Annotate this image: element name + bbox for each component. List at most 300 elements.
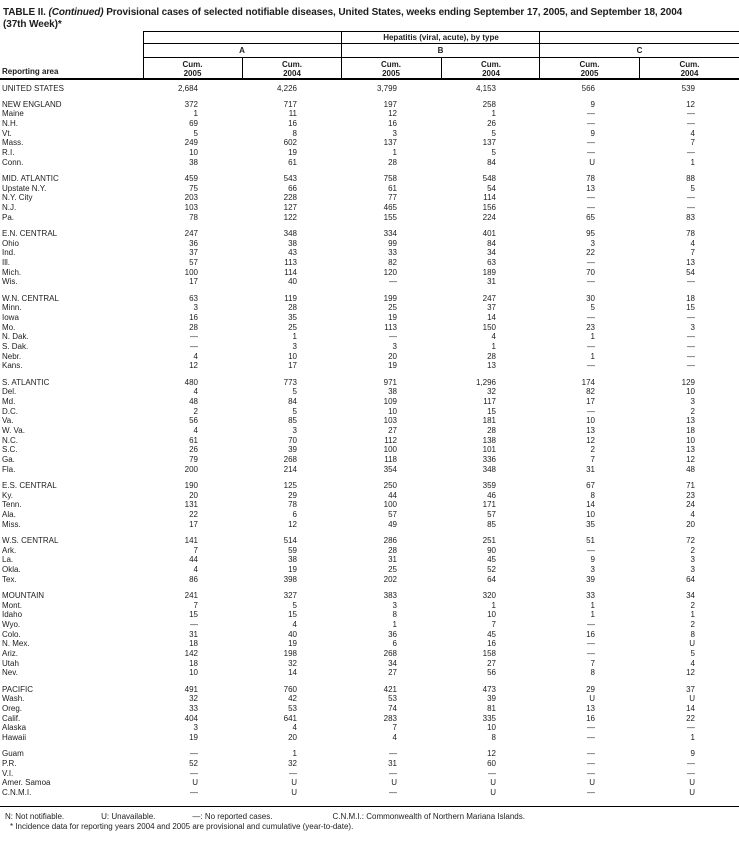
value-cell: 127 xyxy=(283,203,297,213)
value-cell: 84 xyxy=(288,396,297,406)
value-cell: 327 xyxy=(283,590,297,600)
value-cell: 3 xyxy=(392,600,397,610)
value-cell: 78 xyxy=(288,500,297,510)
value-cell: 5 xyxy=(292,600,297,610)
value-cell: 23 xyxy=(686,490,695,500)
reporting-area-cell: La. xyxy=(2,555,14,565)
value-cell: 2 xyxy=(690,406,695,416)
value-cell: 37 xyxy=(686,684,695,694)
value-cell: 12 xyxy=(388,109,397,119)
value-cell: 36 xyxy=(189,238,198,248)
value-cell: 33 xyxy=(388,248,397,258)
table-row xyxy=(0,416,739,426)
value-cell: 64 xyxy=(686,574,695,584)
value-cell: 203 xyxy=(184,193,198,203)
value-cell: 174 xyxy=(581,377,595,387)
value-cell: 398 xyxy=(283,574,297,584)
value-cell: 1 xyxy=(392,619,397,629)
header-divider-left xyxy=(143,31,144,78)
value-cell: 13 xyxy=(686,445,695,455)
value-cell: 7 xyxy=(193,600,198,610)
reporting-area-cell: Colo. xyxy=(2,629,21,639)
value-cell: 10 xyxy=(288,351,297,361)
value-cell: 12 xyxy=(586,435,595,445)
value-cell: U xyxy=(291,787,297,797)
value-cell: 13 xyxy=(586,703,595,713)
value-cell: 514 xyxy=(283,535,297,545)
table-row xyxy=(0,445,739,455)
value-cell: 16 xyxy=(288,119,297,129)
table-row xyxy=(0,714,739,724)
value-cell: 32 xyxy=(288,758,297,768)
value-cell: 17 xyxy=(288,361,297,371)
value-cell: 6 xyxy=(392,639,397,649)
reporting-area-cell: PACIFIC xyxy=(2,684,33,694)
value-cell: 99 xyxy=(388,238,397,248)
value-cell: 4 xyxy=(292,723,297,733)
value-cell: — xyxy=(587,138,595,148)
value-cell: — xyxy=(190,768,198,778)
value-cell: 200 xyxy=(184,464,198,474)
value-cell: 17 xyxy=(586,396,595,406)
value-cell: 28 xyxy=(189,322,198,332)
table-row xyxy=(0,436,739,446)
value-cell: 5 xyxy=(292,406,297,416)
value-cell: 4 xyxy=(690,510,695,519)
value-cell: — xyxy=(587,639,595,649)
table-row xyxy=(0,788,739,798)
value-cell: 1 xyxy=(193,109,198,119)
value-cell: 83 xyxy=(686,212,695,222)
value-cell: 10 xyxy=(487,610,496,620)
value-cell: 29 xyxy=(288,490,297,500)
table-title xyxy=(3,7,736,30)
reporting-area-cell: Ohio xyxy=(2,238,19,248)
value-cell: 214 xyxy=(283,464,297,474)
table-row xyxy=(0,100,739,110)
value-cell: 150 xyxy=(482,322,496,332)
value-cell: 543 xyxy=(283,174,297,183)
reporting-area-cell: W. Va. xyxy=(2,426,25,435)
value-cell: 181 xyxy=(482,416,496,426)
reporting-area-cell: N.J. xyxy=(2,203,17,213)
value-cell: 22 xyxy=(189,510,198,519)
reporting-area-cell: D.C. xyxy=(2,406,18,416)
value-cell: 27 xyxy=(487,658,496,668)
value-cell: 18 xyxy=(686,426,695,435)
table-row xyxy=(0,704,739,714)
reporting-area-cell: Mo. xyxy=(2,322,16,332)
value-cell: 78 xyxy=(189,212,198,222)
legend-no-reported-cases: —: No reported cases. xyxy=(192,811,273,821)
table-row xyxy=(0,694,739,704)
value-cell: 249 xyxy=(184,138,198,148)
value-cell: 3 xyxy=(392,128,397,138)
value-cell: 8 xyxy=(690,629,695,639)
table-row xyxy=(0,258,739,268)
value-cell: 31 xyxy=(586,464,595,474)
table-row xyxy=(0,601,739,611)
value-cell: 112 xyxy=(384,435,397,445)
reporting-area-cell: Kans. xyxy=(2,361,23,371)
table-title-line2: (37th Week)* xyxy=(3,18,62,30)
value-cell: 155 xyxy=(383,212,397,222)
footnote-incidence: * Incidence data for reporting years 2004 and 2005 are provisional and cumulative (year-to-date). xyxy=(10,821,354,831)
table-row xyxy=(0,239,739,249)
reporting-area-cell: Pa. xyxy=(2,212,15,222)
value-cell: — xyxy=(687,312,695,322)
value-cell: 100 xyxy=(184,267,198,277)
value-cell: 48 xyxy=(686,464,695,474)
value-cell: 84 xyxy=(487,157,496,167)
value-cell: — xyxy=(587,312,595,322)
value-cell: 79 xyxy=(189,455,198,465)
value-cell: 473 xyxy=(482,684,496,694)
value-cell: 24 xyxy=(686,500,695,510)
value-cell: 9 xyxy=(590,99,595,109)
value-cell: 2 xyxy=(690,600,695,610)
value-cell: 15 xyxy=(487,406,496,416)
value-cell: 43 xyxy=(288,248,297,258)
reporting-area-cell: Iowa xyxy=(2,312,19,322)
table-row xyxy=(0,148,739,158)
value-cell: 86 xyxy=(189,574,198,584)
value-cell: 491 xyxy=(184,684,198,694)
value-cell: 8 xyxy=(491,732,496,742)
value-cell: — xyxy=(687,361,695,371)
value-cell: 16 xyxy=(487,639,496,649)
value-cell: 100 xyxy=(383,445,397,455)
value-cell: — xyxy=(687,193,695,203)
value-cell: 26 xyxy=(487,119,496,129)
value-cell: 16 xyxy=(586,713,595,723)
value-cell: — xyxy=(587,119,595,129)
reporting-area-cell: Wis. xyxy=(2,277,18,287)
value-cell: 2 xyxy=(690,619,695,629)
table-row xyxy=(0,649,739,659)
value-cell: 4 xyxy=(690,658,695,668)
group-header-c: C xyxy=(540,44,739,58)
value-cell: 4 xyxy=(392,732,397,742)
table-row xyxy=(0,426,739,436)
value-cell: U xyxy=(589,778,595,788)
value-cell: 114 xyxy=(284,267,297,277)
table-row xyxy=(0,481,739,491)
value-cell: 138 xyxy=(482,435,496,445)
value-cell: 465 xyxy=(383,203,397,213)
value-cell: 7 xyxy=(590,455,595,465)
value-cell: — xyxy=(587,648,595,658)
value-cell: 758 xyxy=(383,174,397,183)
value-cell: U xyxy=(490,778,496,788)
group-header-a: A xyxy=(143,44,341,58)
table-row xyxy=(0,268,739,278)
value-cell: 1 xyxy=(491,342,496,351)
value-cell: 7 xyxy=(193,545,198,555)
value-cell: 65 xyxy=(586,212,595,222)
value-cell: 66 xyxy=(288,183,297,193)
reporting-area-cell: Mass. xyxy=(2,138,24,148)
table-row xyxy=(0,407,739,417)
table-row xyxy=(0,294,739,304)
value-cell: 26 xyxy=(189,445,198,455)
value-cell: 48 xyxy=(189,396,198,406)
value-cell: 25 xyxy=(388,303,397,313)
reporting-area-cell: UNITED STATES xyxy=(2,83,64,93)
value-cell: 34 xyxy=(686,590,695,600)
value-cell: 158 xyxy=(482,648,496,658)
value-cell: 84 xyxy=(487,238,496,248)
value-cell: 12 xyxy=(288,519,297,529)
value-cell: 25 xyxy=(288,322,297,332)
table-row xyxy=(0,455,739,465)
value-cell: 18 xyxy=(189,639,198,649)
value-cell: 10 xyxy=(686,435,695,445)
reporting-area-cell: P.R. xyxy=(2,758,17,768)
table-group xyxy=(0,378,739,475)
value-cell: — xyxy=(687,203,695,213)
value-cell: — xyxy=(587,109,595,119)
value-cell: 13 xyxy=(487,361,496,371)
value-cell: 125 xyxy=(283,480,297,490)
value-cell: 10 xyxy=(586,510,595,519)
table-row xyxy=(0,397,739,407)
table-row xyxy=(0,248,739,258)
reporting-area-cell: Amer. Samoa xyxy=(2,778,51,788)
value-cell: 46 xyxy=(487,490,496,500)
table-row xyxy=(0,303,739,313)
value-cell: 56 xyxy=(487,668,496,678)
col-header-c-2004: Cum. 2004 xyxy=(639,58,739,78)
value-cell: 31 xyxy=(388,758,397,768)
value-cell: — xyxy=(488,768,496,778)
value-cell: 44 xyxy=(388,490,397,500)
value-cell: 7 xyxy=(590,658,595,668)
reporting-area-cell: Okla. xyxy=(2,564,21,574)
value-cell: 40 xyxy=(288,629,297,639)
value-cell: 228 xyxy=(283,193,297,203)
table-row xyxy=(0,158,739,168)
value-cell: 19 xyxy=(189,732,198,742)
table-group xyxy=(0,591,739,678)
table-row xyxy=(0,510,739,520)
value-cell: 31 xyxy=(487,277,496,287)
value-cell: — xyxy=(190,342,198,351)
value-cell: 33 xyxy=(586,590,595,600)
table-row xyxy=(0,109,739,119)
table-group xyxy=(0,100,739,168)
value-cell: 247 xyxy=(184,228,198,238)
table-row xyxy=(0,769,739,779)
value-cell: 56 xyxy=(189,416,198,426)
reporting-area-cell: Vt. xyxy=(2,128,12,138)
value-cell: 69 xyxy=(189,119,198,129)
reporting-area-cell: E.N. CENTRAL xyxy=(2,228,58,238)
value-cell: 45 xyxy=(487,629,496,639)
table-row xyxy=(0,129,739,139)
value-cell: 25 xyxy=(388,564,397,574)
table-group xyxy=(0,84,739,94)
value-cell: 7 xyxy=(392,723,397,733)
value-cell: 8 xyxy=(590,668,595,678)
reporting-area-cell: Utah xyxy=(2,658,19,668)
value-cell: 82 xyxy=(586,387,595,397)
value-cell: 63 xyxy=(189,293,198,303)
value-cell: 137 xyxy=(383,138,397,148)
value-cell: 29 xyxy=(586,684,595,694)
value-cell: 241 xyxy=(184,590,198,600)
value-cell: 9 xyxy=(590,555,595,565)
value-cell: 113 xyxy=(284,258,297,267)
value-cell: 7 xyxy=(690,138,695,148)
value-cell: 156 xyxy=(482,203,496,213)
value-cell: 74 xyxy=(388,703,397,713)
value-cell: 10 xyxy=(189,668,198,678)
value-cell: 35 xyxy=(586,519,595,529)
value-cell: 27 xyxy=(388,668,397,678)
reporting-area-cell: Upstate N.Y. xyxy=(2,183,47,193)
reporting-area-header: Reporting area xyxy=(2,67,59,76)
value-cell: 137 xyxy=(482,138,496,148)
value-cell: 197 xyxy=(383,99,397,109)
table-row xyxy=(0,685,739,695)
value-cell: 5 xyxy=(292,387,297,397)
value-cell: 117 xyxy=(483,396,496,406)
value-cell: 3 xyxy=(590,238,595,248)
value-cell: U xyxy=(689,787,695,797)
value-cell: 61 xyxy=(189,435,198,445)
value-cell: 12 xyxy=(686,99,695,109)
value-cell: U xyxy=(689,778,695,788)
reporting-area-cell: W.N. CENTRAL xyxy=(2,293,59,303)
value-cell: 14 xyxy=(487,312,496,322)
value-cell: — xyxy=(389,277,397,287)
reporting-area-cell: Ky. xyxy=(2,490,13,500)
value-cell: 4,226 xyxy=(276,83,297,93)
value-cell: 39 xyxy=(586,574,595,584)
table-row xyxy=(0,759,739,769)
value-cell: 9 xyxy=(690,749,695,759)
value-cell: 171 xyxy=(482,500,496,510)
value-cell: 5 xyxy=(690,648,695,658)
reporting-area-cell: R.I. xyxy=(2,148,15,158)
value-cell: 5 xyxy=(590,303,595,313)
value-cell: 52 xyxy=(487,564,496,574)
value-cell: 141 xyxy=(184,535,198,545)
value-cell: 1 xyxy=(590,610,595,620)
value-cell: — xyxy=(587,723,595,733)
value-cell: — xyxy=(687,277,695,287)
value-cell: — xyxy=(190,332,198,342)
reporting-area-cell: E.S. CENTRAL xyxy=(2,480,57,490)
table-group xyxy=(0,749,739,797)
value-cell: 15 xyxy=(288,610,297,620)
reporting-area-cell: Fla. xyxy=(2,464,16,474)
value-cell: 32 xyxy=(189,694,198,704)
value-cell: 10 xyxy=(487,723,496,733)
table-row xyxy=(0,620,739,630)
value-cell: 6 xyxy=(292,510,297,519)
reporting-area-cell: Maine xyxy=(2,109,24,119)
value-cell: 75 xyxy=(189,183,198,193)
value-cell: — xyxy=(587,758,595,768)
value-cell: — xyxy=(389,749,397,759)
value-cell: 54 xyxy=(487,183,496,193)
value-cell: 39 xyxy=(487,694,496,704)
value-cell: 11 xyxy=(288,109,297,119)
value-cell: U xyxy=(689,639,695,649)
value-cell: 16 xyxy=(586,629,595,639)
value-cell: 82 xyxy=(388,258,397,267)
reporting-area-cell: Conn. xyxy=(2,157,24,167)
value-cell: 37 xyxy=(487,303,496,313)
reporting-area-cell: Nev. xyxy=(2,668,18,678)
table-row xyxy=(0,277,739,287)
value-cell: 190 xyxy=(184,480,198,490)
value-cell: 17 xyxy=(189,519,198,529)
reporting-area-cell: Guam xyxy=(2,749,24,759)
value-cell: — xyxy=(687,758,695,768)
table-row xyxy=(0,138,739,148)
reporting-area-cell: Ala. xyxy=(2,510,16,519)
value-cell: 28 xyxy=(388,157,397,167)
value-cell: 103 xyxy=(383,416,397,426)
value-cell: 54 xyxy=(686,267,695,277)
value-cell: 131 xyxy=(184,500,198,510)
value-cell: 15 xyxy=(686,303,695,313)
reporting-area-cell: Hawaii xyxy=(2,732,27,742)
reporting-area-cell: N.Y. City xyxy=(2,193,33,203)
value-cell: 421 xyxy=(383,684,397,694)
value-cell: — xyxy=(587,258,595,267)
reporting-area-cell: N.H. xyxy=(2,119,18,129)
value-cell: 119 xyxy=(284,293,297,303)
value-cell: 7 xyxy=(690,248,695,258)
value-cell: 101 xyxy=(482,445,496,455)
value-cell: 44 xyxy=(189,555,198,565)
continued-label: (Continued) xyxy=(48,7,104,18)
value-cell: 4 xyxy=(193,351,198,361)
value-cell: — xyxy=(587,768,595,778)
header-divider-bc xyxy=(539,31,540,78)
value-cell: 35 xyxy=(288,312,297,322)
table-group xyxy=(0,536,739,584)
value-cell: 7 xyxy=(491,619,496,629)
value-cell: 480 xyxy=(184,377,198,387)
reporting-area-cell: C.N.M.I. xyxy=(2,787,32,797)
value-cell: U xyxy=(589,694,595,704)
legend-unavailable: U: Unavailable. xyxy=(101,811,156,821)
value-cell: 103 xyxy=(184,203,198,213)
value-cell: U xyxy=(291,778,297,788)
value-cell: 40 xyxy=(288,277,297,287)
value-cell: 72 xyxy=(686,535,695,545)
value-cell: 53 xyxy=(288,703,297,713)
value-cell: 142 xyxy=(184,648,198,658)
col-header-a-2005: Cum. 2005 xyxy=(182,60,203,78)
value-cell: 109 xyxy=(383,396,397,406)
table-row xyxy=(0,575,739,585)
value-cell: 63 xyxy=(487,258,496,267)
group-header-b: B xyxy=(341,44,540,58)
value-cell: — xyxy=(687,342,695,351)
value-cell: 2 xyxy=(193,406,198,416)
value-cell: 1 xyxy=(590,600,595,610)
value-cell: 39 xyxy=(288,445,297,455)
value-cell: 199 xyxy=(383,293,397,303)
legend-cnmi: C.N.M.I.: Commonwealth of Northern Mariana Islands. xyxy=(332,811,525,821)
value-cell: 336 xyxy=(482,455,496,465)
